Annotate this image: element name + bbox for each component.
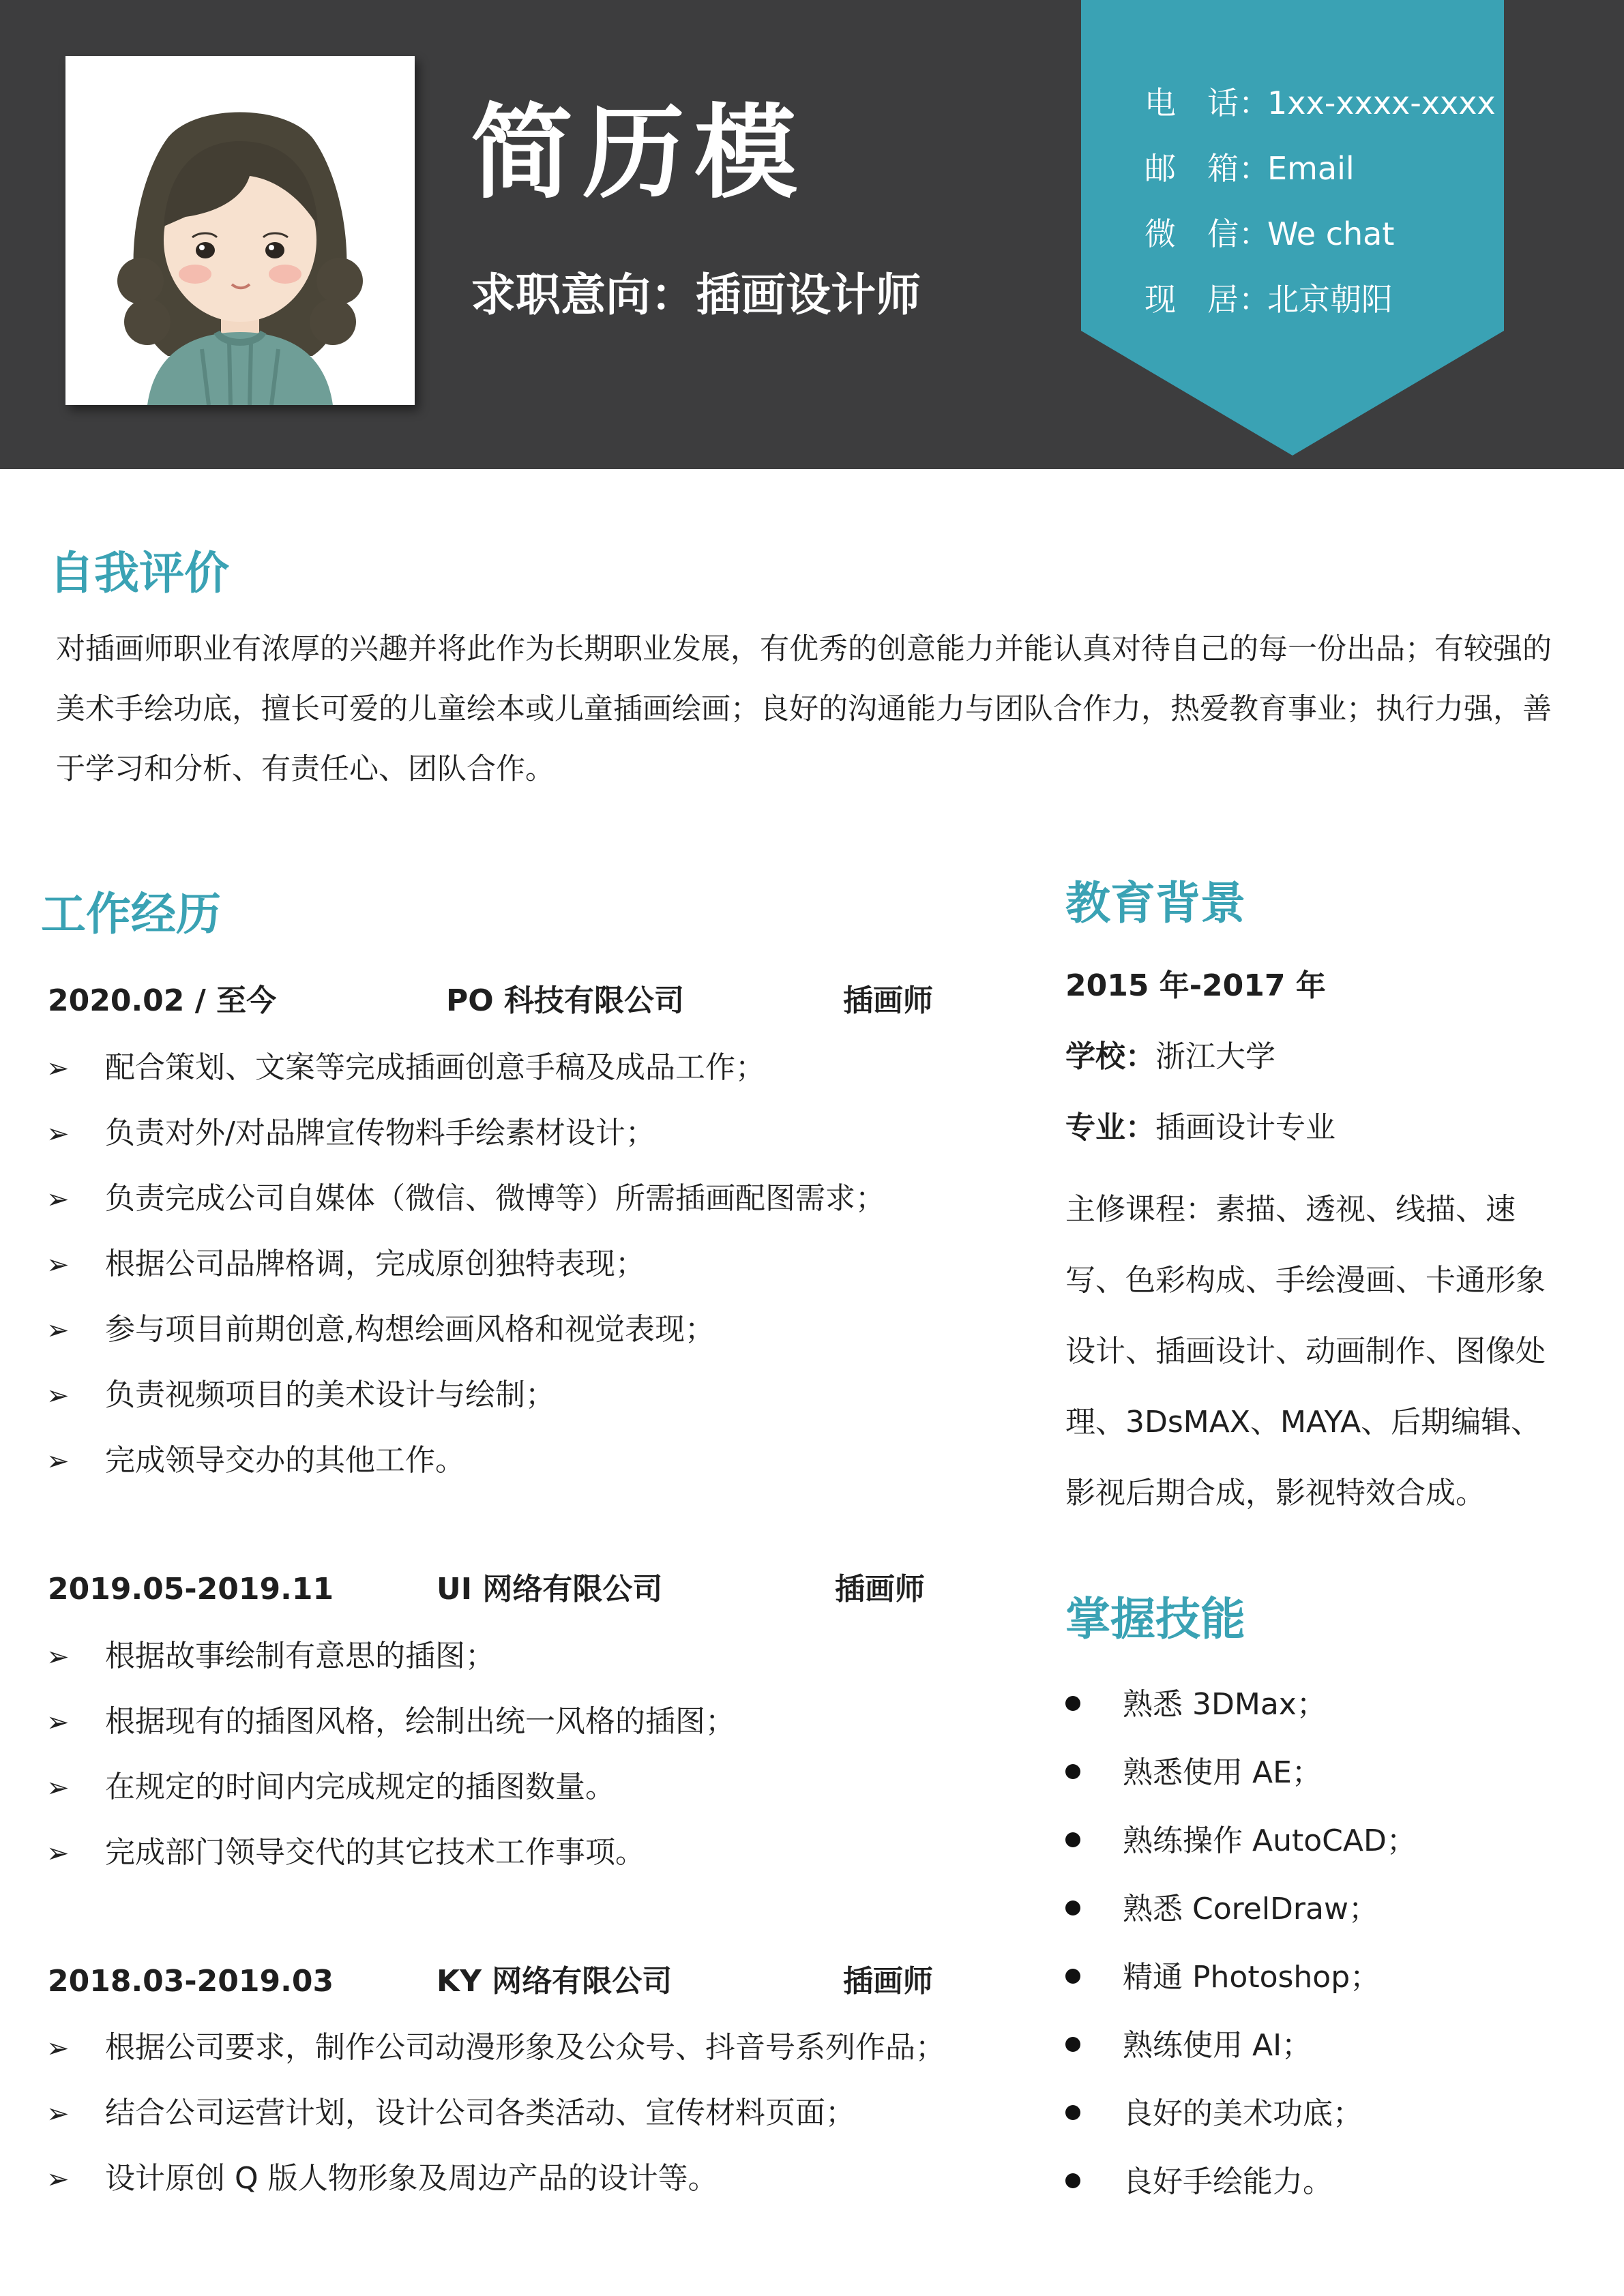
bullet-dot-icon (1065, 2105, 1080, 2120)
job-intent: 求职意向：插画设计师 (471, 269, 921, 321)
skill-item: 熟悉使用 AE； (1065, 1758, 1322, 1788)
education-major (1065, 1110, 1335, 1145)
contact-wechat-value: We chat (1267, 215, 1395, 252)
job-2-duty: ➢ 根据现有的插图风格，绘制出统一风格的插图； (46, 1704, 735, 1739)
job-1-company: PO 科技有限公司 (446, 983, 684, 1018)
job-1-duty: ➢ 负责视频项目的美术设计与绘制； (46, 1377, 555, 1412)
arrow-bullet-icon: ➢ (46, 1772, 70, 1804)
skill-item: 熟悉 CorelDraw； (1065, 1894, 1378, 1924)
job-1-role: 插画师 (843, 983, 933, 1018)
job-1-duty: ➢ 负责对外/对品牌宣传物料手绘素材设计； (46, 1116, 655, 1150)
arrow-bullet-icon: ➢ (46, 1380, 70, 1412)
skill-item: 熟练操作 AutoCAD； (1065, 1826, 1417, 1856)
education-courses-label: 主修课程： (1065, 1192, 1215, 1227)
arrow-bullet-icon: ➢ (46, 1707, 70, 1738)
contact-phone-label: 电 话： (1145, 85, 1270, 121)
contact-email (1145, 150, 1355, 187)
bullet-dot-icon (1065, 1900, 1080, 1915)
education-courses (1065, 1174, 1570, 1529)
contact-phone-value: 1xx-xxxx-xxxx (1267, 85, 1496, 121)
job-3-period: 2018.03-2019.03 (48, 1964, 334, 1999)
arrow-bullet-icon: ➢ (46, 1315, 70, 1346)
job-1-duty: ➢ 配合策划、文案等完成插画创意手稿及成品工作； (46, 1050, 765, 1085)
education-major-label: 专业： (1065, 1110, 1155, 1145)
job-2-period: 2019.05-2019.11 (48, 1572, 334, 1607)
skill-item: 良好手绘能力。 (1065, 2167, 1333, 2197)
bullet-dot-icon (1065, 1696, 1080, 1711)
work-experience-title: 工作经历 (41, 888, 221, 940)
self-evaluation-title: 自我评价 (49, 547, 229, 599)
job-3-role: 插画师 (843, 1964, 933, 1999)
girl-avatar-illustration (65, 56, 415, 405)
bullet-dot-icon (1065, 2037, 1080, 2052)
contact-wechat (1145, 215, 1395, 252)
education-school (1065, 1039, 1275, 1074)
arrow-bullet-icon: ➢ (46, 1249, 70, 1281)
skill-item: 精通 Photoshop； (1065, 1963, 1380, 1993)
education-period: 2015 年-2017 年 (1065, 968, 1326, 1003)
bullet-dot-icon (1065, 1764, 1080, 1779)
contact-wechat-label: 微 信： (1145, 215, 1270, 252)
skill-item: 熟悉 3DMax； (1065, 1690, 1327, 1720)
arrow-bullet-icon: ➢ (46, 1118, 70, 1150)
arrow-bullet-icon: ➢ (46, 1641, 70, 1673)
job-3-company: KY 网络有限公司 (437, 1964, 673, 1999)
job-1-duty: ➢ 负责完成公司自媒体（微信、微博等）所需插画配图需求； (46, 1181, 885, 1216)
bullet-dot-icon (1065, 1969, 1080, 1984)
contact-email-label: 邮 箱： (1145, 150, 1270, 187)
skill-item: 良好的美术功底； (1065, 2099, 1363, 2129)
contact-location-label: 现 居： (1145, 281, 1270, 318)
arrow-bullet-icon: ➢ (46, 2098, 70, 2130)
education-major-value: 插画设计专业 (1155, 1110, 1335, 1145)
contact-email-value: Email (1267, 150, 1355, 187)
job-1-duty: ➢ 参与项目前期创意,构想绘画风格和视觉表现； (46, 1312, 715, 1347)
arrow-bullet-icon: ➢ (46, 2164, 70, 2195)
job-2-company: UI 网络有限公司 (437, 1572, 663, 1607)
skill-item: 熟练使用 AI； (1065, 2031, 1312, 2061)
arrow-bullet-icon: ➢ (46, 1184, 70, 1215)
skills-title: 掌握技能 (1065, 1593, 1245, 1645)
education-school-label: 学校： (1065, 1039, 1155, 1074)
job-2-duty: ➢ 根据故事绘制有意思的插图； (46, 1639, 495, 1673)
job-3-duty: ➢ 结合公司运营计划，设计公司各类活动、宣传材料页面； (46, 2096, 855, 2130)
job-3-duty: ➢ 设计原创 Q 版人物形象及周边产品的设计等。 (46, 2161, 718, 2196)
arrow-bullet-icon: ➢ (46, 1053, 70, 1084)
arrow-bullet-icon: ➢ (46, 2033, 70, 2064)
job-1-period: 2020.02 / 至今 (48, 983, 277, 1018)
bullet-dot-icon (1065, 1832, 1080, 1847)
self-evaluation-text: 对插画师职业有浓厚的兴趣并将此作为长期职业发展，有优秀的创意能力并能认真对待自己的每一份出品；有较强的美术手绘功底，擅长可爱的儿童绘本或儿童插画绘画；良好的沟通能力与团队合作力，热爱教育事业；执行力强，善于学习和分析、有责任心、团队合作。 (56, 632, 1552, 786)
education-school-value: 浙江大学 (1155, 1039, 1275, 1074)
job-3-duty: ➢ 根据公司要求，制作公司动漫形象及公众号、抖音号系列作品； (46, 2030, 945, 2065)
contact-location-value: 北京朝阳 (1267, 281, 1393, 318)
education-courses-value: 素描、透视、线描、速写、色彩构成、手绘漫画、卡通形象设计、插画设计、动画制作、图像处理、3DsMAX、MAYA、后期编辑、影视后期合成，影视特效合成。 (1065, 1192, 1546, 1510)
job-2-role: 插画师 (835, 1572, 925, 1607)
contact-location (1145, 281, 1393, 318)
avatar-photo (65, 56, 415, 405)
job-1-duty: ➢ 完成领导交办的其他工作。 (46, 1443, 465, 1478)
contact-phone (1145, 87, 1496, 119)
resume-title: 简历模 (471, 94, 807, 213)
arrow-bullet-icon: ➢ (46, 1838, 70, 1869)
bullet-dot-icon (1065, 2173, 1080, 2188)
education-title: 教育背景 (1065, 877, 1245, 929)
job-1-duty: ➢ 根据公司品牌格调，完成原创独特表现； (46, 1247, 645, 1281)
job-2-duty: ➢ 在规定的时间内完成规定的插图数量。 (46, 1770, 615, 1804)
job-2-duty: ➢ 完成部门领导交代的其它技术工作事项。 (46, 1835, 645, 1870)
arrow-bullet-icon: ➢ (46, 1446, 70, 1477)
